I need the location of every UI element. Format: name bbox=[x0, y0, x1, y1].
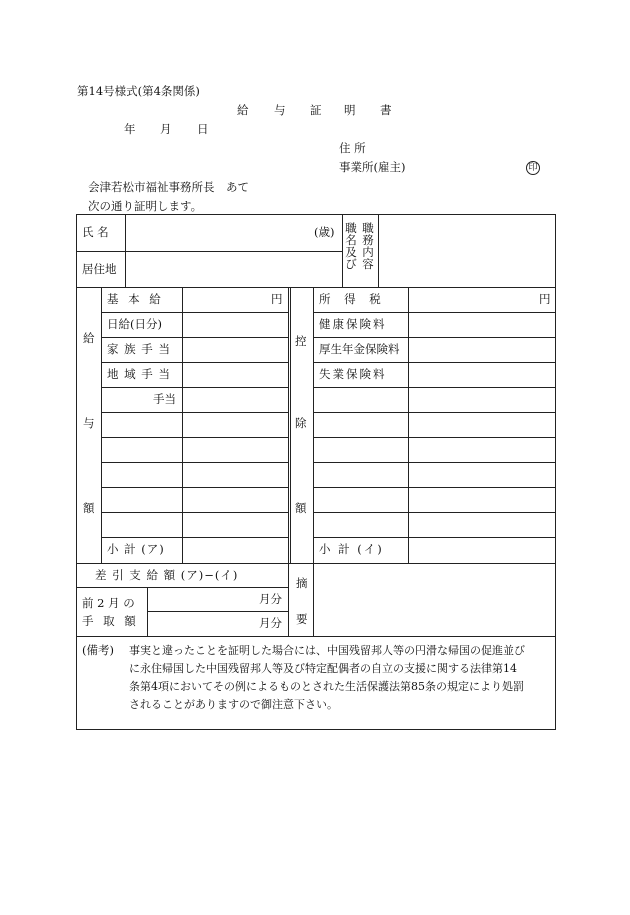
notes-line-1: 事実と違ったことを証明した場合には、中国残留邦人等の円滑な帰国の促進並び bbox=[129, 644, 525, 657]
salary-item-daily: 日給(日分) bbox=[107, 317, 162, 331]
notes-line-2: に永住帰国した中国残留邦人等及び特定配偶者の自立の支援に関する法律第14 bbox=[129, 662, 517, 675]
rule bbox=[76, 251, 342, 252]
rule bbox=[313, 437, 555, 438]
deduction-label-3: 額 bbox=[295, 501, 307, 515]
rule bbox=[313, 362, 555, 363]
rule bbox=[101, 287, 102, 563]
rule bbox=[101, 312, 288, 313]
occupation-label-col1: 職名及び bbox=[345, 221, 357, 271]
rule bbox=[101, 512, 288, 513]
remarks-label-2: 要 bbox=[296, 612, 308, 626]
salary-label-2: 与 bbox=[83, 416, 95, 430]
notes-line-4: されることがありますので御注意下さい。 bbox=[129, 698, 338, 711]
rule bbox=[76, 287, 556, 288]
salary-item-allowance: 手当 bbox=[153, 392, 176, 406]
title-char-4: 明 bbox=[344, 103, 356, 117]
deduction-health-insurance: 健康保険料 bbox=[319, 317, 387, 331]
rule bbox=[76, 563, 556, 564]
salary-label-3: 額 bbox=[83, 501, 95, 515]
salary-yen: 円 bbox=[271, 292, 283, 306]
rule bbox=[313, 312, 555, 313]
salary-item-family: 家 族 手 当 bbox=[107, 342, 171, 356]
deduction-yen: 円 bbox=[539, 292, 551, 306]
statement: 次の通り証明します。 bbox=[88, 199, 203, 213]
address-label: 住 所 bbox=[339, 141, 366, 155]
title-char-1: 給 bbox=[237, 103, 249, 117]
rule bbox=[342, 214, 343, 287]
salary-item-basic: 基 本 給 bbox=[107, 292, 164, 306]
month-unit-1: 月分 bbox=[259, 592, 282, 606]
rule bbox=[76, 729, 556, 730]
deduction-pension: 厚生年金保険料 bbox=[319, 342, 400, 356]
title-char-5: 書 bbox=[380, 103, 392, 117]
rule bbox=[313, 512, 555, 513]
month-unit-2: 月分 bbox=[259, 616, 282, 630]
form-number: 第14号様式(第4条関係) bbox=[77, 84, 200, 98]
rule bbox=[288, 287, 289, 636]
salary-item-regional: 地 域 手 当 bbox=[107, 367, 171, 381]
rule bbox=[408, 287, 409, 563]
residence-label: 居住地 bbox=[82, 262, 117, 276]
addressee: 会津若松市福祉事務所長 あて bbox=[88, 180, 249, 194]
rule bbox=[125, 214, 126, 287]
rule bbox=[378, 214, 379, 287]
title-char-3: 証 bbox=[310, 103, 322, 117]
date-year: 年 bbox=[124, 122, 136, 136]
deduction-unemployment: 失業保険料 bbox=[319, 367, 387, 381]
rule bbox=[101, 337, 288, 338]
rule bbox=[101, 537, 288, 538]
salary-subtotal: 小 計 (ア) bbox=[107, 542, 165, 556]
net-pay-label: 差 引 支 給 額 (ア)−(イ) bbox=[95, 568, 239, 582]
rule bbox=[76, 214, 77, 730]
rule bbox=[313, 487, 555, 488]
name-label: 氏 名 bbox=[82, 225, 109, 239]
title-char-2: 与 bbox=[274, 103, 286, 117]
rule bbox=[313, 337, 555, 338]
deduction-subtotal: 小 計 (イ) bbox=[319, 542, 384, 556]
rule bbox=[313, 537, 555, 538]
rule bbox=[101, 437, 288, 438]
rule bbox=[555, 214, 556, 730]
age-suffix: (歳) bbox=[314, 225, 335, 239]
notes-label: (備考) bbox=[82, 643, 114, 657]
salary-label-1: 給 bbox=[83, 331, 95, 345]
rule bbox=[101, 362, 288, 363]
rule bbox=[313, 462, 555, 463]
remarks-label-1: 摘 bbox=[296, 576, 308, 590]
rule bbox=[101, 487, 288, 488]
seal-icon: 印 bbox=[526, 161, 540, 175]
deduction-label-1: 控 bbox=[295, 334, 307, 348]
date-day: 日 bbox=[197, 122, 209, 136]
rule bbox=[147, 611, 288, 612]
rule bbox=[290, 287, 291, 563]
rule bbox=[101, 387, 288, 388]
occupation-label-col2: 職務内容 bbox=[362, 221, 374, 271]
rule bbox=[76, 214, 556, 215]
prev-months-label-2: 手 取 額 bbox=[82, 614, 139, 628]
rule bbox=[76, 587, 288, 588]
rule bbox=[313, 387, 555, 388]
rule bbox=[76, 636, 556, 637]
prev-months-label-1: 前 2 月 の bbox=[82, 596, 135, 610]
deduction-income-tax: 所 得 税 bbox=[319, 292, 386, 306]
notes-line-3: 条第4項においてその例によるものとされた生活保護法第85条の規定により処罰 bbox=[129, 680, 524, 693]
rule bbox=[182, 287, 183, 563]
deduction-label-2: 除 bbox=[295, 416, 307, 430]
rule bbox=[147, 587, 148, 636]
date-month: 月 bbox=[160, 122, 172, 136]
employer-label: 事業所(雇主) bbox=[339, 160, 406, 174]
rule bbox=[101, 462, 288, 463]
rule bbox=[101, 412, 288, 413]
rule bbox=[313, 412, 555, 413]
